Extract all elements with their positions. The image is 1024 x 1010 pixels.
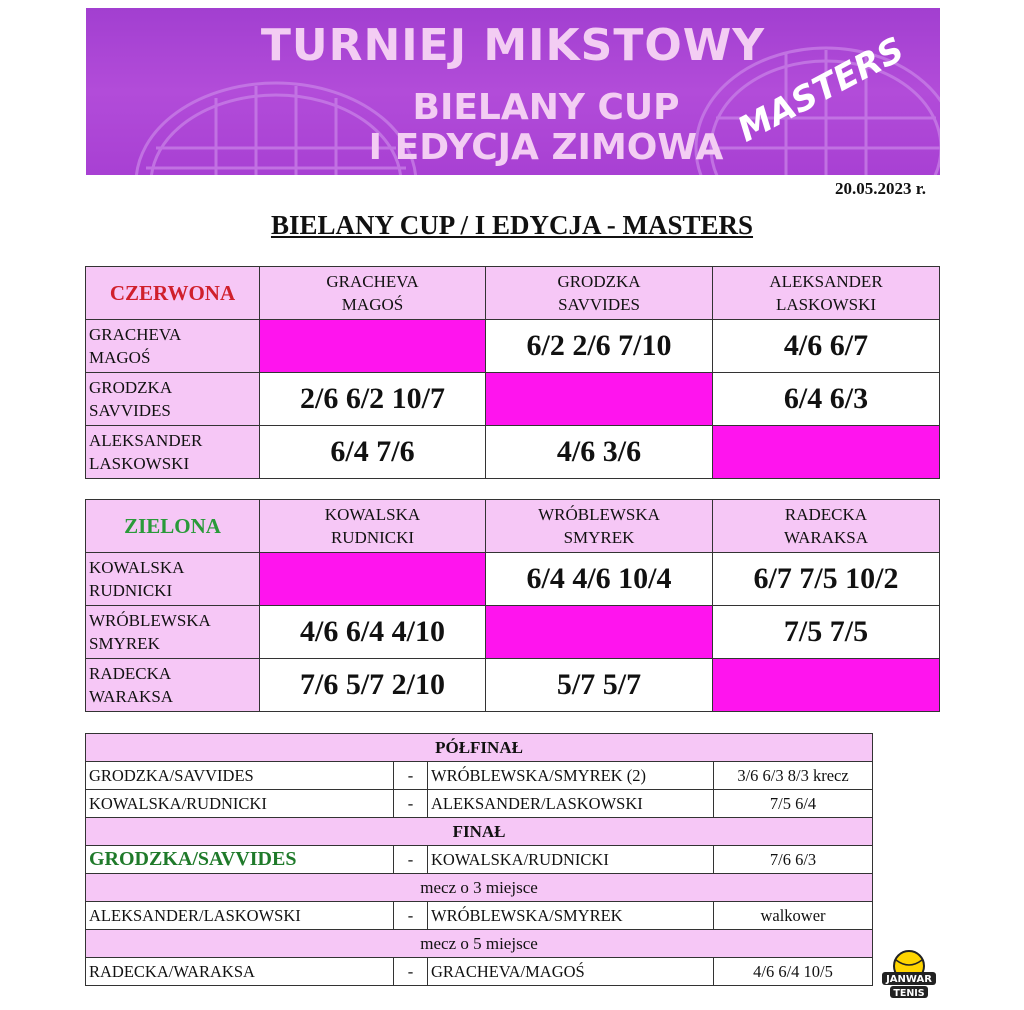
score-cell: 5/7 5/7: [486, 659, 713, 712]
banner-subtitle-line1: BIELANY CUP: [412, 87, 680, 128]
match-score: 7/6 6/3: [714, 846, 873, 874]
score-cell: 7/5 7/5: [713, 606, 940, 659]
group-red-table: [85, 266, 940, 479]
team-b: GRACHEVA/MAGOŚ: [428, 958, 714, 986]
column-header: RADECKA WARAKSA: [713, 500, 940, 553]
page-title: BIELANY CUP / I EDYCJA - MASTERS: [270, 210, 754, 240]
row-header: RADECKA WARAKSA: [86, 659, 260, 712]
column-header: WRÓBLEWSKA SMYREK: [486, 500, 713, 553]
group-name: ZIELONA: [86, 500, 260, 553]
score-cell: 4/6 3/6: [486, 426, 713, 479]
score-cell: 4/6 6/7: [713, 320, 940, 373]
row-header: KOWALSKA RUDNICKI: [86, 553, 260, 606]
score-cell: 4/6 6/4 4/10: [260, 606, 486, 659]
column-header: GRACHEVA MAGOŚ: [260, 267, 486, 320]
diagonal-cell: [713, 426, 940, 479]
score-cell: 6/4 4/6 10/4: [486, 553, 713, 606]
table-row: [86, 958, 873, 986]
match-score: 7/5 6/4: [714, 790, 873, 818]
group-name: CZERWONA: [86, 267, 260, 320]
banner-subtitle-line2: I EDYCJA ZIMOWA: [368, 127, 724, 168]
svg-text:JANWAR: JANWAR: [886, 974, 932, 985]
score-cell: 7/6 5/7 2/10: [260, 659, 486, 712]
score-cell: 6/4 7/6: [260, 426, 486, 479]
date-label: 20.05.2023 r.: [835, 179, 926, 198]
table-row: [86, 846, 873, 874]
score-cell: 6/2 2/6 7/10: [486, 320, 713, 373]
team-b: WRÓBLEWSKA/SMYREK (2): [428, 762, 714, 790]
svg-text:TENIS: TENIS: [893, 988, 925, 999]
diagonal-cell: [260, 320, 486, 373]
fifth-place-header: mecz o 5 miejsce: [86, 930, 873, 958]
third-place-header: mecz o 3 miejsce: [86, 874, 873, 902]
column-header: KOWALSKA RUDNICKI: [260, 500, 486, 553]
separator: -: [394, 790, 428, 818]
row-header: WRÓBLEWSKA SMYREK: [86, 606, 260, 659]
match-score: 3/6 6/3 8/3 krecz: [714, 762, 873, 790]
header-banner: [86, 8, 940, 175]
separator: -: [394, 902, 428, 930]
match-score: 4/6 6/4 10/5: [714, 958, 873, 986]
team-a: ALEKSANDER/LASKOWSKI: [86, 902, 394, 930]
janwar-tenis-logo: [880, 948, 938, 1000]
diagonal-cell: [486, 606, 713, 659]
column-header: ALEKSANDER LASKOWSKI: [713, 267, 940, 320]
group-green-table: [85, 499, 940, 712]
team-b: ALEKSANDER/LASKOWSKI: [428, 790, 714, 818]
results-table: [85, 733, 873, 986]
match-score: walkower: [714, 902, 873, 930]
banner-title: TURNIEJ MIKSTOWY: [260, 20, 766, 71]
banner-subtitle: [336, 88, 756, 168]
row-header: GRACHEVA MAGOŚ: [86, 320, 260, 373]
team-b: WRÓBLEWSKA/SMYREK: [428, 902, 714, 930]
team-a: GRODZKA/SAVVIDES: [86, 762, 394, 790]
separator: -: [394, 958, 428, 986]
winner-team: GRODZKA/SAVVIDES: [86, 846, 394, 874]
diagonal-cell: [713, 659, 940, 712]
semifinal-header: PÓŁFINAŁ: [86, 734, 873, 762]
team-a: RADECKA/WARAKSA: [86, 958, 394, 986]
diagonal-cell: [260, 553, 486, 606]
team-a: KOWALSKA/RUDNICKI: [86, 790, 394, 818]
row-header: ALEKSANDER LASKOWSKI: [86, 426, 260, 479]
diagonal-cell: [486, 373, 713, 426]
separator: -: [394, 762, 428, 790]
score-cell: 2/6 6/2 10/7: [260, 373, 486, 426]
column-header: GRODZKA SAVVIDES: [486, 267, 713, 320]
table-row: [86, 762, 873, 790]
team-b: KOWALSKA/RUDNICKI: [428, 846, 714, 874]
score-cell: 6/4 6/3: [713, 373, 940, 426]
row-header: GRODZKA SAVVIDES: [86, 373, 260, 426]
final-header: FINAŁ: [86, 818, 873, 846]
score-cell: 6/7 7/5 10/2: [713, 553, 940, 606]
masters-badge: MASTERS: [731, 29, 911, 151]
separator: -: [394, 846, 428, 874]
table-row: [86, 902, 873, 930]
table-row: [86, 790, 873, 818]
